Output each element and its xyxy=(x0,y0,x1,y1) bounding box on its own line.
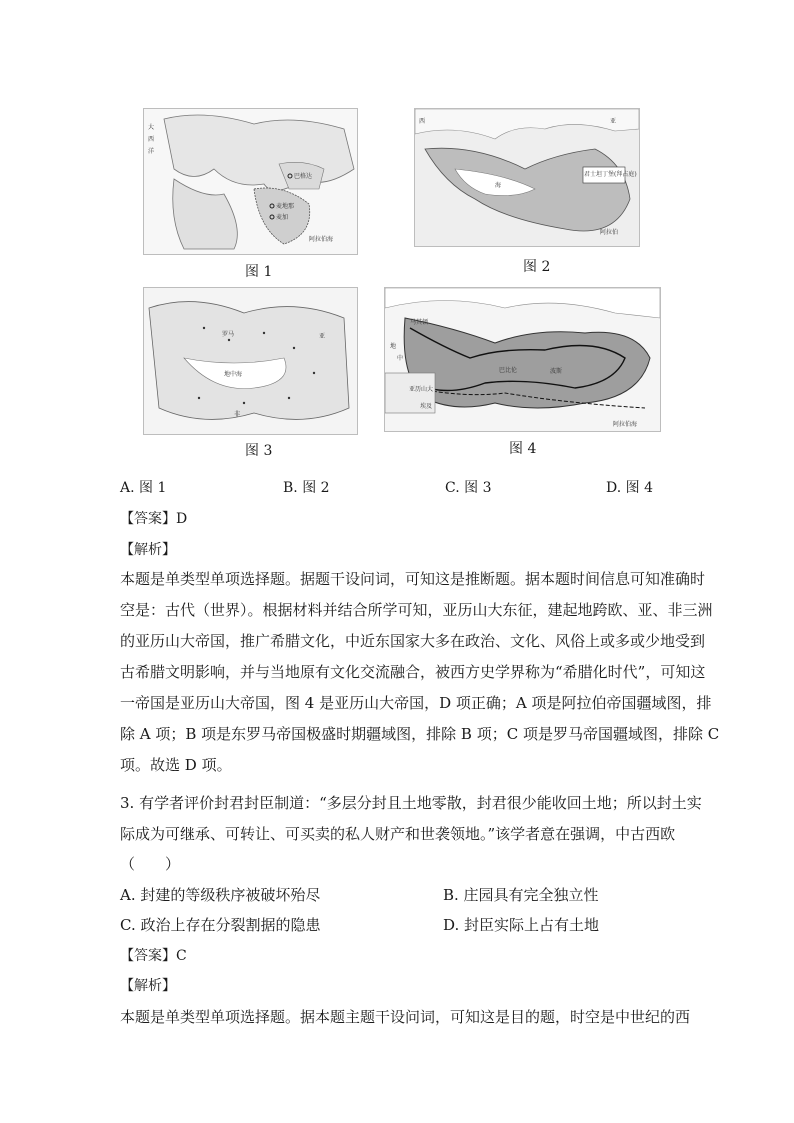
fig3-label-mediterranean: 地中海 xyxy=(224,371,243,378)
fig4-label-macedon: 马其顿 xyxy=(410,319,429,326)
fig4-label-persia: 波斯 xyxy=(550,368,563,375)
fig4-label-alexandria: 亚历山大 xyxy=(409,386,434,393)
q2-option-c: C. 图 3 xyxy=(445,480,492,496)
q2-option-a: A. 图 1 xyxy=(120,480,167,496)
fig2-label-constantinople: 君士坦丁堡(拜占庭) xyxy=(584,171,637,178)
fig2-label-sea: 海 xyxy=(495,182,502,189)
q2-option-b: B. 图 2 xyxy=(283,480,330,496)
q2-answer: 【答案】D xyxy=(120,511,188,527)
q2-analysis-line: 的亚历山大帝国，推广希腊文化，中近东国家大多在政治、文化、风俗上或多或少地受到 xyxy=(120,632,706,650)
fig1-label-atlantic-2: 西 xyxy=(148,136,155,143)
q3-analysis-label: 【解析】 xyxy=(120,978,176,994)
fig1-label-baghdad: 巴格达 xyxy=(294,173,313,180)
q2-analysis-line: 除 A 项；B 项是东罗马帝国极盛时期疆域图，排除 B 项；C 项是罗马帝国疆域图，排除 C xyxy=(120,725,720,743)
figure-2-caption: 图 2 xyxy=(523,259,551,275)
q3-option-c: C. 政治上存在分裂割据的隐患 xyxy=(120,916,321,934)
fig4-label-zhong: 中 xyxy=(397,355,404,362)
figure-2-map xyxy=(414,108,640,247)
q3-option-b: B. 庄园具有完全独立性 xyxy=(443,886,599,904)
fig4-label-arabian-sea: 阿拉伯海 xyxy=(613,421,638,428)
q2-analysis-label: 【解析】 xyxy=(120,542,176,558)
figure-4-map xyxy=(384,287,661,432)
fig1-label-mecca: 麦加 xyxy=(276,214,289,221)
figure-3-map xyxy=(143,287,358,435)
fig3-label-rome: 罗马 xyxy=(222,331,235,338)
q3-analysis-line: 本题是单类型单项选择题。据本题主题干设问词，可知这是目的题，时空是中世纪的西 xyxy=(120,1008,691,1026)
figure-1-caption: 图 1 xyxy=(245,264,273,280)
q2-analysis-line: 一帝国是亚历山大帝国，图 4 是亚历山大帝国，D 项正确；A 项是阿拉伯帝国疆域图，排 xyxy=(120,694,712,712)
fig3-label-asia: 亚 xyxy=(319,333,326,340)
figure-4-caption: 图 4 xyxy=(509,441,537,457)
figure-1-map xyxy=(143,108,358,255)
fig1-label-atlantic-1: 大 xyxy=(148,124,155,131)
fig1-label-medina: 麦地那 xyxy=(276,203,295,210)
q3-option-d: D. 封臣实际上占有土地 xyxy=(443,916,600,934)
q3-answer: 【答案】C xyxy=(120,948,187,964)
fig4-label-di: 地 xyxy=(390,343,397,350)
q3-stem-line: 3. 有学者评价封君封臣制道：“多层分封且土地零散，封君很少能收回土地；所以封土实 xyxy=(120,794,702,812)
figure-3-caption: 图 3 xyxy=(245,443,273,459)
fig2-label-west: 西 xyxy=(419,118,426,125)
q2-analysis-line: 空是：古代（世界）。根据材料并结合所学可知，亚历山大东征，建起地跨欧、亚、非三洲 xyxy=(120,601,713,619)
q2-analysis-line: 古希腊文明影响，并与当地原有文化交流融合，被西方史学界称为“希腊化时代”，可知这 xyxy=(120,663,706,681)
q3-stem-line: （ ） xyxy=(120,855,181,873)
q2-analysis-line: 项。故选 D 项。 xyxy=(120,756,232,774)
fig1-label-arabian-sea: 阿拉伯海 xyxy=(309,236,334,243)
q2-analysis-line: 本题是单类型单项选择题。据题干设问词，可知这是推断题。据本题时间信息可知准确时 xyxy=(120,570,706,588)
q3-stem-line: 际成为可继承、可转让、可买卖的私人财产和世袭领地。”该学者意在强调，中古西欧 xyxy=(120,825,676,843)
fig3-label-africa: 非 xyxy=(234,411,241,418)
fig2-label-asia: 亚 xyxy=(610,118,617,125)
fig1-label-atlantic-3: 洋 xyxy=(148,148,155,155)
q3-option-a: A. 封建的等级秩序被破坏殆尽 xyxy=(120,886,321,904)
fig4-label-egypt: 埃及 xyxy=(420,403,433,410)
fig4-label-babylon: 巴比伦 xyxy=(499,367,518,374)
fig2-label-arabia: 阿拉伯 xyxy=(600,229,619,236)
q2-option-d: D. 图 4 xyxy=(606,480,653,496)
